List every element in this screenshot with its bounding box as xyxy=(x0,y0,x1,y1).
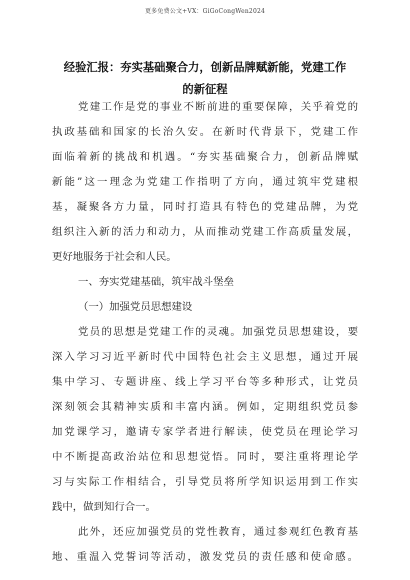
body-line: 深入学习习近平新时代中国特色社会主义思想，通过开展 xyxy=(52,351,358,363)
body-line: 中不断提高政治站位和思想觉悟。同时，要注重将理论学 xyxy=(52,451,358,463)
intro-line: 执政基础和国家的长治久安。在新时代背景下，党建工作 xyxy=(52,126,358,138)
body-line: 践中，做到知行合一。 xyxy=(52,501,156,513)
title-line-1: 经验汇报：夯实基础聚合力，创新品牌赋新能，党建工作 xyxy=(63,60,347,74)
intro-line: 面临着新的挑战和机遇。“夯实基础聚合力，创新品牌赋 xyxy=(52,151,358,163)
body-line: 习与实际工作相结合，引导党员将所学知识运用到工作实 xyxy=(52,476,358,488)
body-line: 此外，还应加强党员的党性教育，通过参观红色教育基 xyxy=(78,526,358,538)
header-note: 更多免费公文+VX：GiGoCongWen2024 xyxy=(144,8,266,15)
body-line: 集中学习、专题讲座、线上学习平台等多种形式，让党员 xyxy=(52,376,358,388)
document-title xyxy=(52,56,358,100)
body-line: 加党课学习，邀请专家学者进行解读，使党员在理论学习 xyxy=(52,426,358,438)
title-line-2: 的新征程 xyxy=(182,82,228,96)
intro-line: 更好地服务于社会和人民。 xyxy=(52,251,177,263)
intro-line: 组织注入新的活力和动力，从而推动党建工作高质量发展， xyxy=(52,226,358,238)
subsection-heading: （一）加强党员思想建设 xyxy=(78,301,193,313)
intro-line: 党建工作是党的事业不断前进的重要保障，关乎着党的 xyxy=(78,101,358,113)
body-line: 地、重温入党誓词等活动，激发党员的责任感和使命感。 xyxy=(52,551,358,563)
section-heading: 一、夯实党建基础，筑牢战斗堡垒 xyxy=(78,276,234,288)
body-line: 党员的思想是党建工作的灵魂。加强党员思想建设，要 xyxy=(78,326,358,338)
intro-line: 新能”这一理念为党建工作指明了方向，通过筑牢党建根 xyxy=(52,176,358,188)
body-line: 深刻领会其精神实质和丰富内涵。例如，定期组织党员参 xyxy=(52,401,358,413)
intro-line: 基，凝聚各方力量，同时打造具有特色的党建品牌，为党 xyxy=(52,201,358,213)
